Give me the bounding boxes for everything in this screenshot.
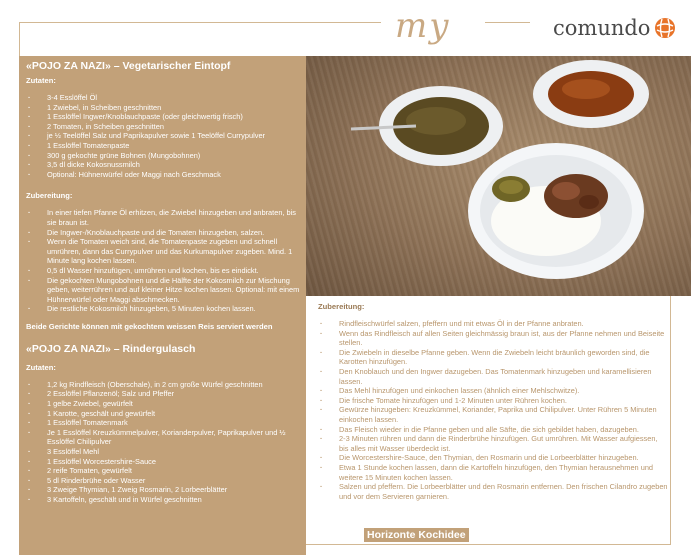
list-item: · 1 Esslöffel Ingwer/Knoblauchpaste (oder gleichwertig frisch) bbox=[26, 112, 302, 122]
brand-name: comundo bbox=[553, 16, 651, 40]
list-item: · Den Knoblauch und den Ingwer dazugeben. Das Tomatenmark hinzugeben und karamellisieren lassen. bbox=[318, 367, 668, 386]
list-item: · Wenn das Rindfleisch auf allen Seiten gleichmässig braun ist, aus der Pfanne nehmen und Beiseite stellen. bbox=[318, 329, 668, 348]
recipe2-ingredients-label: Zutaten: bbox=[26, 362, 56, 372]
list-item: · Die frische Tomate hinzufügen und 1-2 Minuten unter Rühren kochen. bbox=[318, 396, 668, 406]
footer-tag: Horizonte Kochidee bbox=[364, 528, 469, 542]
list-item: · 1 Karotte, geschält und gewürfelt bbox=[26, 409, 302, 419]
list-item: · 1,2 kg Rindfleisch (Oberschale), in 2 cm große Würfel geschnitten bbox=[26, 380, 302, 390]
list-item: · 3-4 Esslöffel Öl bbox=[26, 93, 302, 103]
list-item: · 1 Esslöffel Worcestershire-Sauce bbox=[26, 457, 302, 467]
list-item: · Wenn die Tomaten weich sind, die Tomatenpaste zugeben und schnell umrühren, dann das Currypulver und das Kurkumapulver zugeben. Mind. 1 Minute lang kochen lassen. bbox=[26, 237, 302, 266]
list-item: · Die Worcestershire-Sauce, den Thymian, den Rosmarin und die Lorbeerblätter hinzugeben. bbox=[318, 453, 668, 463]
decorative-rule bbox=[306, 544, 671, 545]
list-item: · 1 Esslöffel Tomatenmark bbox=[26, 418, 302, 428]
list-item: · 2 Tomaten, in Scheiben geschnitten bbox=[26, 122, 302, 132]
recipe2-steps bbox=[318, 319, 668, 501]
list-item: · Die Zwiebeln in dieselbe Pfanne geben. Wenn die Zwiebeln leicht bräunlich geworden sind, die Karotten hinzufügen. bbox=[318, 348, 668, 367]
list-item: · 3,5 dl dicke Kokosnussmilch bbox=[26, 160, 302, 170]
list-item: · Das Fleisch wieder in die Pfanne geben und alle Säfte, die sich gebildet haben, dazugeben. bbox=[318, 425, 668, 435]
list-item: · Etwa 1 Stunde kochen lassen, dann die Kartoffeln hinzufügen, den Thymian herausnehmen und weitere 15 Minuten kochen lassen. bbox=[318, 463, 668, 482]
list-item: · In einer tiefen Pfanne Öl erhitzen, die Zwiebel hinzugeben und anbraten, bis sie braun ist. bbox=[26, 208, 302, 227]
list-item: · Die gekochten Mungobohnen und die Hälfte der Kokosmilch zur Mischung geben, weiterrühren und auf kleiner Hitze kochen lassen. Optional: mit einem Hühnerwürfel oder Maggi abschmecken. bbox=[26, 276, 302, 305]
list-item: · 0,5 dl Wasser hinzufügen, umrühren und kochen, bis es eindickt. bbox=[26, 266, 302, 276]
list-item: · 300 g gekochte grüne Bohnen (Mungobohnen) bbox=[26, 151, 302, 161]
food-photo bbox=[306, 56, 691, 296]
list-item: · Das Mehl hinzufügen und einkochen lassen (ähnlich einer Mehlschwitze). bbox=[318, 386, 668, 396]
list-item: · Die restliche Kokosmilch hinzugeben, 5 Minuten kochen lassen. bbox=[26, 304, 302, 314]
list-item: · 2 reife Tomaten, gewürfelt bbox=[26, 466, 302, 476]
recipe1-ingredients-label: Zutaten: bbox=[26, 76, 56, 85]
list-item: · 1 Zwiebel, in Scheiben geschnitten bbox=[26, 103, 302, 113]
list-item: · Je 1 Esslöffel Kreuzkümmelpulver, Korianderpulver, Paprikapulver und ½ Esslöffel Chilipulver bbox=[26, 428, 302, 447]
list-item: · je ½ Teelöffel Salz und Paprikapulver sowie 1 Teelöffel Currypulver bbox=[26, 131, 302, 141]
recipe1-prep-label: Zubereitung: bbox=[26, 191, 73, 201]
list-item: · Rindfleischwürfel salzen, pfeffern und mit etwas Öl in der Pfanne anbraten. bbox=[318, 319, 668, 329]
recipe2-prep-label: Zubereitung: bbox=[318, 302, 365, 311]
list-item: · 2-3 Minuten rühren und dann die Rinderbrühe hinzufügen. Gut umrühren. Mit Wasser aufgiessen, bis alles mit Wasser überdeckt ist. bbox=[318, 434, 668, 453]
decorative-rule bbox=[19, 22, 381, 23]
list-item: · 5 dl Rinderbrühe oder Wasser bbox=[26, 476, 302, 486]
recipe1-ingredients bbox=[26, 93, 302, 179]
decorative-rule bbox=[485, 22, 530, 23]
list-item: · 3 Esslöffel Mehl bbox=[26, 447, 302, 457]
list-item: · 3 Kartoffeln, geschält und in Würfel geschnitten bbox=[26, 495, 302, 505]
list-item: · Die Ingwer-/Knoblauchpaste und die Tomaten hinzugeben, salzen. bbox=[26, 228, 302, 238]
decorative-rule bbox=[670, 295, 671, 545]
brand-logo bbox=[553, 16, 676, 40]
list-item: · Gewürze hinzugeben: Kreuzkümmel, Koriander, Paprika und Chilipulver. Unter Rühren 5 Minuten einkochen lassen. bbox=[318, 405, 668, 424]
recipe2-title: «POJO ZA NAZI» – Rindergulasch bbox=[26, 342, 196, 355]
my-logo: my bbox=[395, 6, 451, 46]
left-column bbox=[26, 60, 302, 505]
list-item: · 1 gelbe Zwiebel, gewürfelt bbox=[26, 399, 302, 409]
globe-icon bbox=[654, 17, 676, 39]
right-column bbox=[318, 302, 668, 501]
recipe2-ingredients bbox=[26, 380, 302, 505]
list-item: · 1 Esslöffel Tomatenpaste bbox=[26, 141, 302, 151]
recipe1-title: «POJO ZA NAZI» – Vegetarischer Eintopf bbox=[26, 60, 231, 72]
recipe1-steps bbox=[26, 208, 302, 314]
list-item: · Optional: Hühnerwürfel oder Maggi nach Geschmack bbox=[26, 170, 302, 180]
list-item: · Salzen und pfeffern. Die Lorbeerblätter und den Rosmarin entfernen. Den frischen Cilandro zugeben und vor dem Servieren garnieren. bbox=[318, 482, 668, 501]
list-item: · 2 Esslöffel Pflanzenöl; Salz und Pfeffer bbox=[26, 389, 302, 399]
serving-note: Beide Gerichte können mit gekochtem weissen Reis serviert werden bbox=[26, 321, 273, 331]
list-item: · 3 Zweige Thymian, 1 Zweig Rosmarin, 2 Lorbeerblätter bbox=[26, 485, 302, 495]
decorative-rule bbox=[19, 22, 20, 56]
